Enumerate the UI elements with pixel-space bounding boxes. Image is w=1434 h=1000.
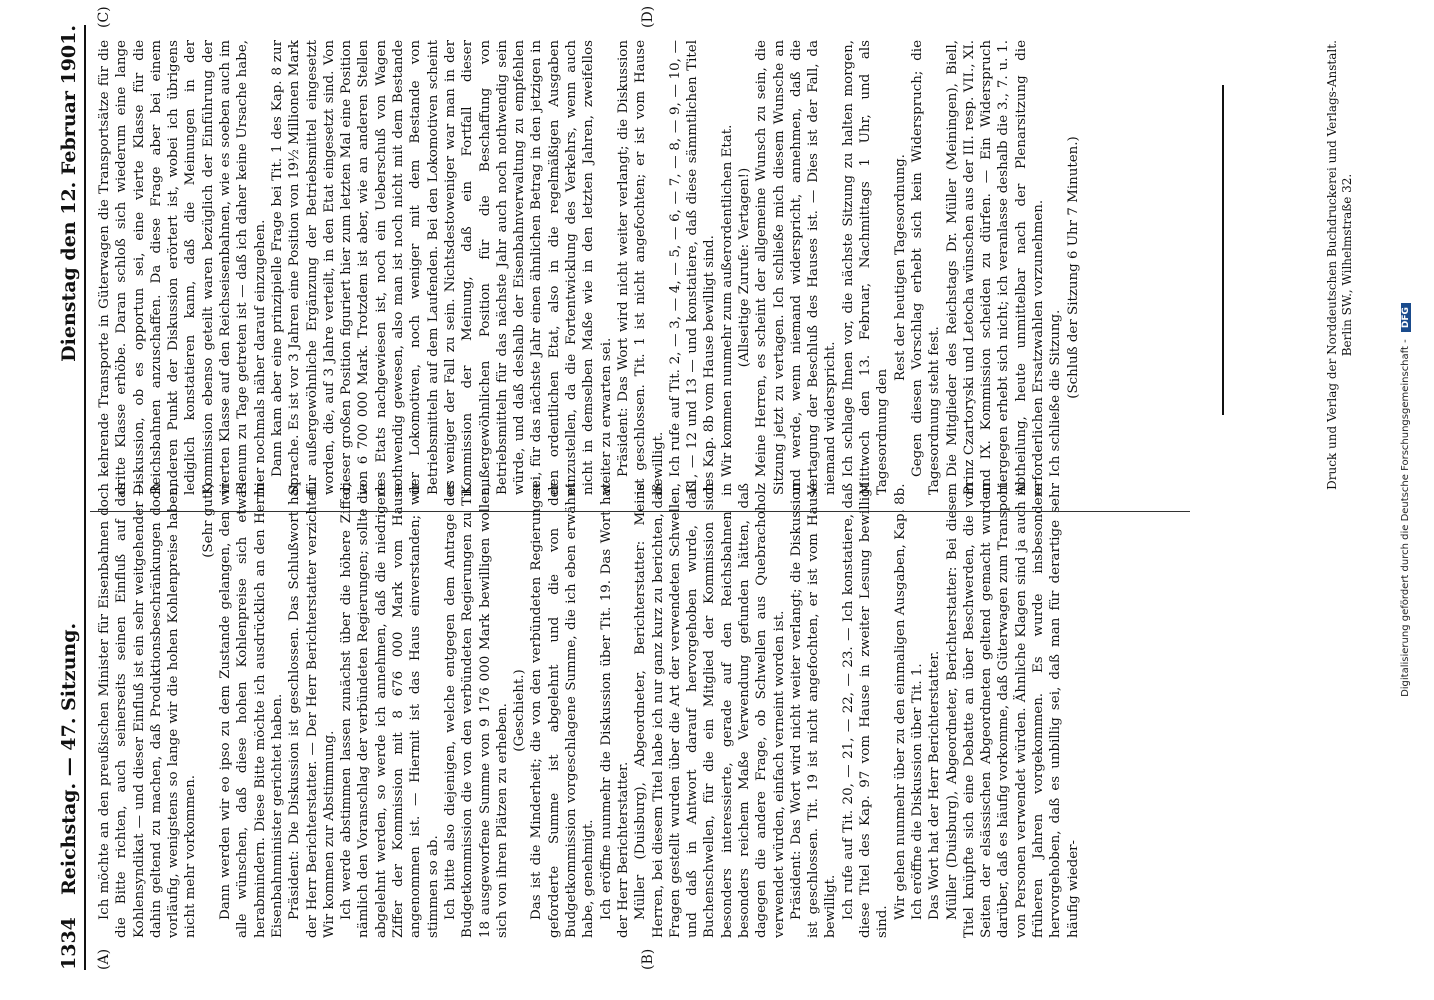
digitization-note: Digitalisierung gefördert durch die Deutsche Forschungsgemeinschaft - [1400, 339, 1411, 697]
margin-marker-b: (B) [640, 948, 656, 970]
paragraph: Gegen diesen Vorschlag erhebt sich kein Widerspruch; die Tagesordnung steht fest. [909, 40, 943, 495]
paragraph: Dann werden wir eo ipso zu dem Zustande gelangen, den wir alle wünschen, daß diese hohen Kohlenpreise sich etwas herabmindern. Diese Bitte möchte ich ausdrücklich an den Herrn Eisenbahnminister gerichtet haben. [218, 483, 285, 938]
paragraph: Ich eröffne nunmehr die Diskussion über Tit. 19. Das Wort hat der Herr Berichterstatter. [598, 483, 631, 938]
page-number: 1334 [58, 917, 80, 970]
paragraph: (Allseitige Zurufe: Vertagen!) [736, 167, 752, 368]
paragraph: Ich werde abstimmen lassen zunächst über die höhere Ziffer, nämlich den Voranschlag der verbündeten Regierungen; sollte die abgelehnt werden, so werde ich annehmen, daß die niedrigere Ziffer der Kommission mit 8 676 000 Mark vom Hause angenommen ist. — Hiermit ist das Haus einverstanden; wir stimmen so ab. [339, 483, 441, 938]
paragraph: Ich eröffne die Diskussion über Tit. 1. [909, 663, 925, 920]
end-rule [1222, 85, 1224, 415]
dfg-logo: DFG [1401, 303, 1411, 332]
column-divider [90, 511, 1190, 512]
paragraph: Das Wort hat der Herr Berichterstatter. [927, 650, 943, 920]
paragraph: Ich rufe auf Tit. 2, — 3, — 4, — 5, — 6, — 7, — 8, — 9, — 10, — 11, — 12 und 13 — und konstatiere, daß diese sämmtlichen Titel des Kap. 8b vom Hause bewilligt sind. [667, 40, 718, 495]
paragraph: Wir kommen nunmehr zum außerordentlichen Etat. [719, 124, 735, 477]
paragraph: Rest der heutigen Tagesordnung. [892, 154, 908, 381]
margin-marker-a: (A) [96, 948, 112, 970]
paragraph: (Schluß der Sitzung 6 Uhr 7 Minuten.) [1065, 136, 1081, 399]
printer-imprint: Druck und Verlag der Norddeutschen Buchdruckerei und Verlags-Anstalt. Berlin SW., Wilhelmstraße 32. [1325, 40, 1354, 490]
header-rule [84, 25, 86, 970]
paragraph: Dann kam aber eine prinzipielle Frage bei Tit. 1 des Kap. 8 zur Sprache. Es ist vor 3 Jahren eine Position von 19½ Millionen Mark für außergewöhnliche Ergänzung der Betriebsmittel eingesetzt worden, die, auf 3 Jahre verteilt, in den Etat eingesetzt sind. Von dieser großen Position figuriert hier zum letzten Mal eine Position von 6 700 000 Mark. Trotzdem ist aber, wie an anderen Stellen des Etats nachgewiesen ist, noch ein Ueberschuß von Wagen nothwendig gewesen, also man ist noch nicht mit dem Bestande der Lokomotiven, noch weniger mit dem Bestande von Betriebsmitteln auf dem Laufenden. Bei den Lokomotiven scheint es weniger der Fall zu sein. Nichtsdestoweniger war man in der Kommission der Meinung, daß ein Fortfall dieser außergewöhnlichen Position für die Beschaffung von Betriebsmitteln für das nächste Jahr auch noch nothwendig sein würde, und daß deshalb der Eisenbahnverwaltung zu empfehlen sei, für das nächste Jahr einen ähnlichen Betrag in den jetzigen in den ordentlichen Etat, also in die regelmäßigen Ausgaben einzustellen, da die Fortentwicklung des Verkehrs, wenn auch nicht in demselben Maße wie in den letzten Jahren, zweifellos weiter zu erwarten sei. [269, 40, 614, 495]
paragraph: (Geschieht.) [512, 669, 528, 752]
paragraph: Präsident: Die Diskussion ist geschlossen. Das Schlußwort hat der Herr Berichterstatter. — Der Herr Berichterstatter verzichtet. Wir kommen zur Abstimmung. [287, 483, 337, 938]
left-column [96, 483, 1196, 938]
digitization-note-line [1400, 0, 1411, 1000]
margin-marker-c: (C) [96, 6, 112, 28]
session-title: Reichstag. — 47. Sitzung. [58, 622, 80, 895]
paragraph: Müller (Duisburg), Abgeordneter, Berichterstatter: Meine Herren, bei diesem Titel habe ich nur ganz kurz zu berichten, daß Fragen gestellt wurden über die Art der verwendeten Schwellen, und daß in Antwort darauf hervorgehoben wurde, daß Buchenschwellen, für die ein Mitglied der Kommission sich besonders interessierte, gerade auf den Reichsbahnen in besonders reichem Maße Verwendung gefunden hätten, daß dagegen die andere Frage, ob Schwellen aus Quebrachoholz verwendet würden, einfach verneint worden ist. [633, 483, 787, 938]
paragraph: (Sehr gut!) [200, 483, 216, 558]
paragraph: Präsident: Das Wort wird nicht weiter verlangt; die Diskussion ist geschlossen. Tit. 1 ist nicht angefochten; er ist vom Hause bewilligt. [615, 40, 666, 495]
paragraph: Präsident: Das Wort wird nicht weiter verlangt; die Diskussion ist geschlossen. Tit. 19 ist nicht angefochten, er ist vom Hause bewilligt. [788, 483, 839, 938]
paragraph: kehrende Transporte in Güterwagen die Transportsätze für die dritte Klasse erhöbe. Daran schloß sich wiederum eine lange Diskussion, ob es opportun sei, eine vierte Klasse für die Reichsbahnen anzuschaffen. Da diese Frage aber bei einem anderen Punkt der Diskussion erörtert ist, wobei ich übrigens lediglich konstatieren kann, daß die Meinungen in der Kommission ebenso geteilt waren bezüglich der Einführung der vierten Klasse auf den Reichseisenbahnen, wie es soeben auch im Plenum zu Tage getreten ist — daß ich daher keine Ursache habe, hier nochmals näher darauf einzugehen. [97, 40, 268, 495]
paragraph: Müller (Duisburg), Abgeordneter, Berichterstatter: Bei diesem Titel knüpfte sich eine Debatte an über Beschwerden, die von Seiten der elsässischen Abgeordneten geltend gemacht wurden darüber, daß es häufig vorkomme, daß Güterwagen zum Transport von Personen verwendet würden. Ähnliche Klagen sind ja auch in früheren Jahren vorgekommen. Es wurde insbesondere hervorgehoben, daß es unbillig sei, daß man für derartige sehr häufig wieder- [944, 483, 1081, 938]
page-header [54, 25, 88, 970]
paragraph: Ich bitte also diejenigen, welche entgegen dem Antrage der Budgetkommission die von den verbündeten Regierungen zu Tit. 18 ausgeworfene Summe von 9 176 000 Mark bewilligen wollen, sich von ihren Plätzen zu erheben. [442, 483, 510, 938]
session-date: Dienstag den 12. Februar 1901. [58, 25, 80, 362]
paragraph: Die Mitglieder des Reichstags Dr. Müller (Meiningen), Biell, Prinz Czartoryski und Letocha wünschen aus der III. resp. VII., XI. und IX. Kommission scheiden zu dürfen. — Ein Widerspruch hiergegen erhebt sich nicht; ich veranlasse deshalb die 3., 7. u. 1. Abtheilung, heute unmittelbar nach der Plenarsitzung die erforderlichen Ersatzwahlen vorzunehmen. [944, 40, 1047, 495]
paragraph: Wir gehen nunmehr über zu den einmaligen Ausgaben, Kap. 8b. [892, 483, 908, 920]
paragraph: Ich möchte an den preußischen Minister für Eisenbahnen doch die Bitte richten, auch seinerseits seinen Einfluß auf das Kohlensyndikat — und dieser Einfluß ist ein sehr weitgehender — dahin geltend zu machen, daß Produktionsbeschränkungen doch vorläufig, wenigstens so lange wir die hohen Kohlenpreise haben, nicht mehr vorkommen. [97, 483, 199, 938]
paragraph: Ich schließe die Sitzung. [1048, 309, 1064, 477]
paragraph: Ich rufe auf Tit. 20, — 21, — 22, — 23. — Ich konstatiere, daß diese Titel des Kap. 97 vom Hause in zweiter Lesung bewilligt sind. [840, 483, 891, 938]
right-column [96, 40, 1196, 495]
paragraph: Ich schlage Ihnen vor, die nächste Sitzung zu halten morgen, Mittwoch den 13. Februar, Nachmittags 1 Uhr, und als Tagesordnung den [840, 40, 891, 495]
paragraph: Meine Herren, es scheint der allgemeine Wunsch zu sein, die Sitzung jetzt zu vertagen. Ich schließe mich diesem Wunsche an und werde, wenn niemand widerspricht, annehmen, daß die Vertagung der Beschluß des Hauses ist. — Dies ist der Fall, da niemand widerspricht. [754, 40, 839, 495]
paragraph: Das ist die Minderheit; die von den verbündeten Regierungen geforderte Summe ist abgelehnt und die von der Budgetkommission vorgeschlagene Summe, die ich eben erwähnt habe, genehmigt. [529, 483, 597, 938]
margin-marker-d: (D) [640, 5, 656, 28]
